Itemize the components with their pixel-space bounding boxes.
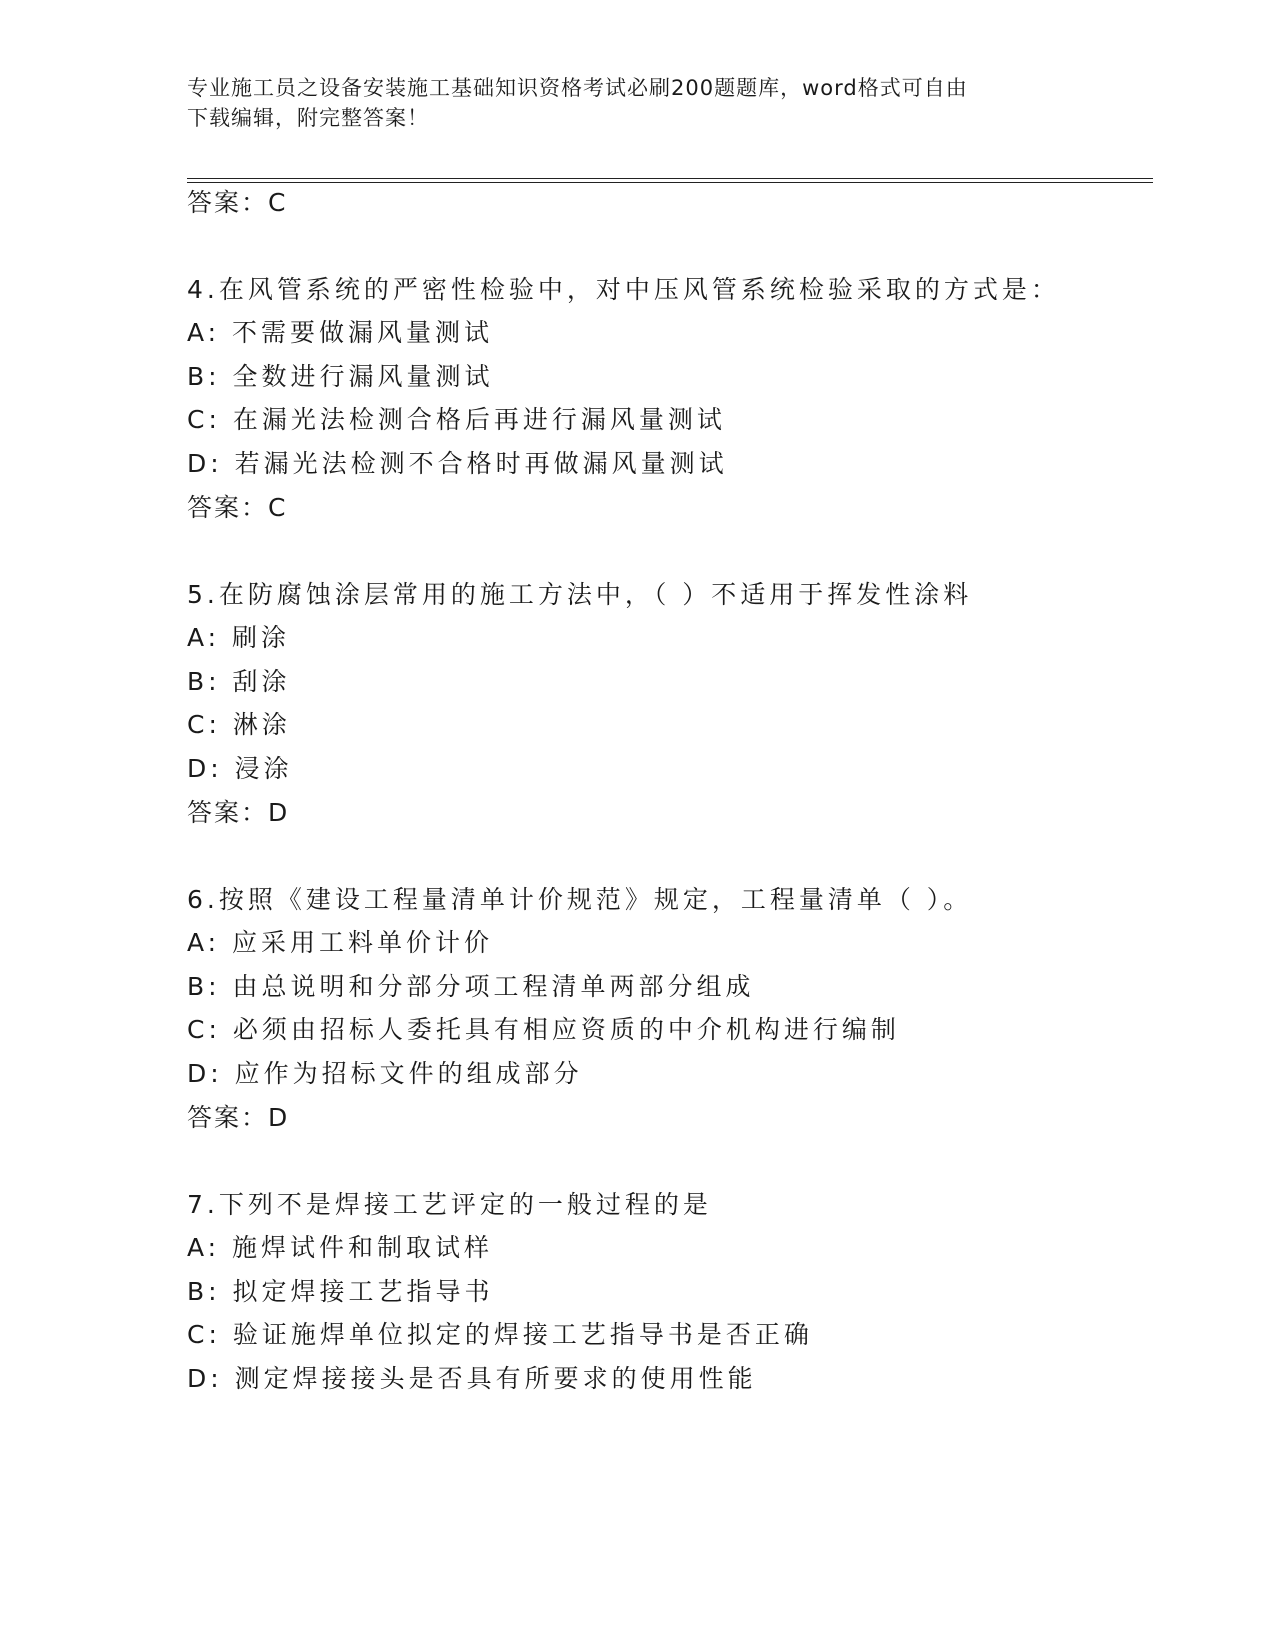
- question-6-answer: 答案：D: [187, 1103, 290, 1132]
- question-6-option-d: D: 应作为招标文件的组成部分: [187, 1059, 583, 1088]
- question-7-stem: 7.下列不是焊接工艺评定的一般过程的是: [187, 1190, 712, 1219]
- header-line-2: 下载编辑，附完整答案！: [187, 106, 429, 130]
- question-5-stem: 5.在防腐蚀涂层常用的施工方法中，（ ）不适用于挥发性涂料: [187, 580, 973, 609]
- header-line-1: 专业施工员之设备安装施工基础知识资格考试必刷200题题库，word格式可自由: [187, 76, 968, 100]
- question-4-option-a: A: 不需要做漏风量测试: [187, 318, 494, 347]
- question-4-answer: 答案：C: [187, 493, 288, 522]
- question-7-option-d: D: 测定焊接接头是否具有所要求的使用性能: [187, 1364, 757, 1393]
- question-5-option-c: C: 淋涂: [187, 710, 291, 739]
- question-5-option-b: B: 刮涂: [187, 667, 291, 696]
- question-6-option-c: C: 必须由招标人委托具有相应资质的中介机构进行编制: [187, 1015, 900, 1044]
- question-7-option-a: A: 施焊试件和制取试样: [187, 1233, 494, 1262]
- prev-answer: 答案：C: [187, 188, 288, 217]
- question-5-option-d: D: 浸涂: [187, 754, 293, 783]
- header-divider-top: [187, 178, 1153, 179]
- question-7-option-b: B: 拟定焊接工艺指导书: [187, 1277, 494, 1306]
- question-4-option-c: C: 在漏光法检测合格后再进行漏风量测试: [187, 405, 726, 434]
- question-7-option-c: C: 验证施焊单位拟定的焊接工艺指导书是否正确: [187, 1320, 813, 1349]
- question-6-option-a: A: 应采用工料单价计价: [187, 928, 494, 957]
- header-divider-bottom: [187, 182, 1153, 183]
- question-4-stem: 4.在风管系统的严密性检验中，对中压风管系统检验采取的方式是：: [187, 275, 1060, 304]
- question-6-stem: 6.按照《建设工程量清单计价规范》规定，工程量清单（ ）。: [187, 885, 973, 914]
- question-6-option-b: B: 由总说明和分部分项工程清单两部分组成: [187, 972, 755, 1001]
- question-4-option-d: D: 若漏光法检测不合格时再做漏风量测试: [187, 449, 728, 478]
- question-5-answer: 答案：D: [187, 798, 290, 827]
- document-header: [187, 73, 1087, 133]
- question-5-option-a: A: 刷涂: [187, 623, 291, 652]
- question-4-option-b: B: 全数进行漏风量测试: [187, 362, 494, 391]
